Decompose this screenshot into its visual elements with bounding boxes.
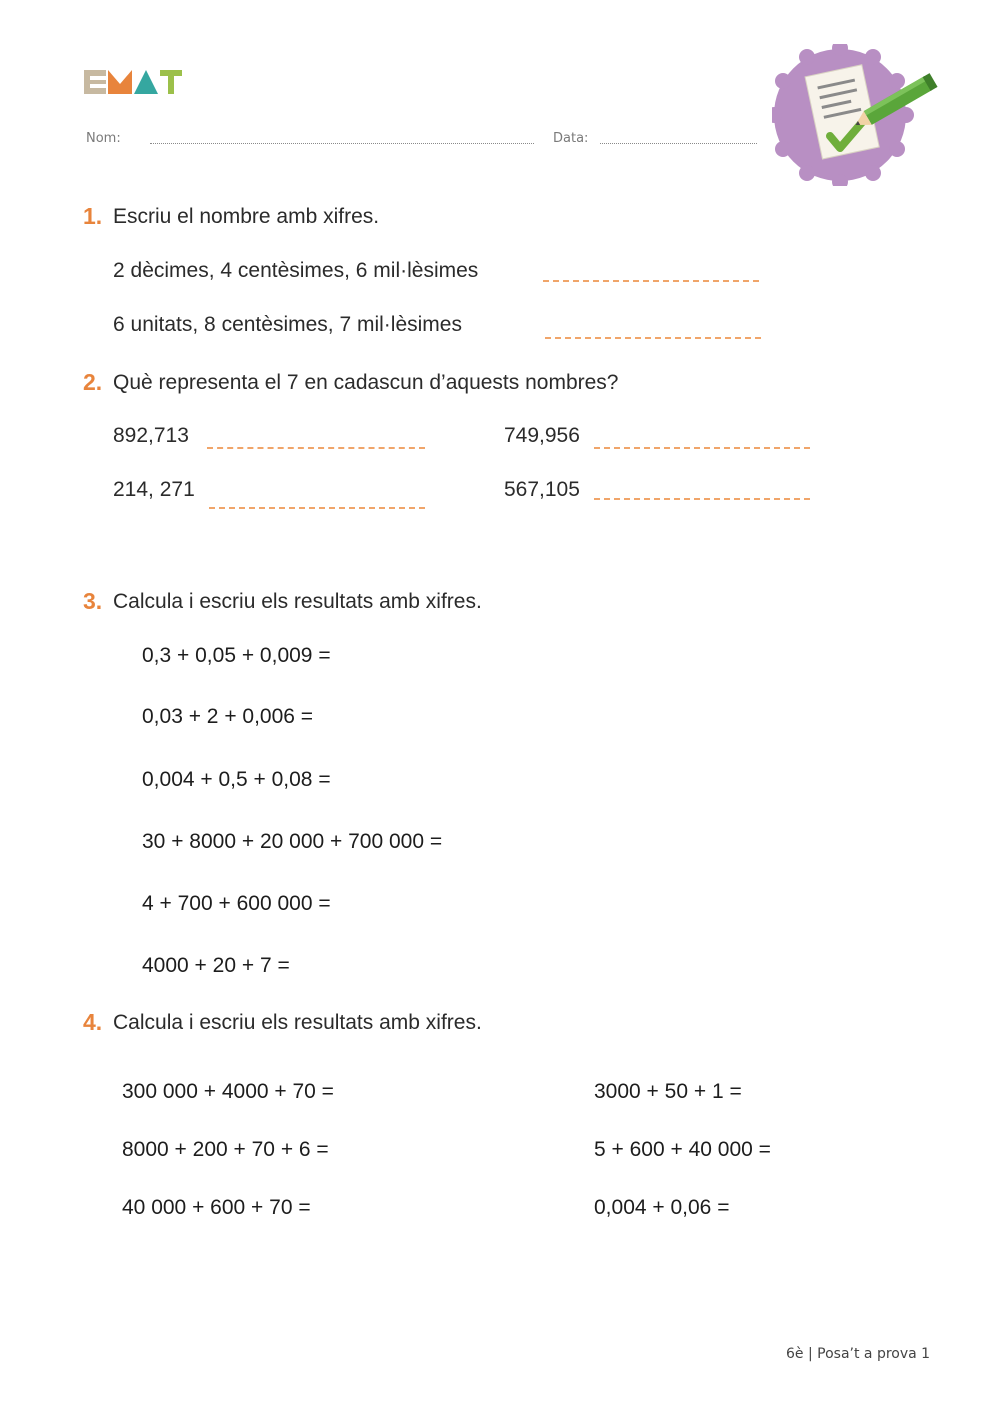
- q2-item-2: 749,956: [504, 424, 580, 447]
- q3-expression-3: 0,004 + 0,5 + 0,08 =: [142, 768, 331, 791]
- page-footer: 6è | Posa’t a prova 1: [786, 1346, 931, 1362]
- question-1-number: 1.: [83, 203, 103, 229]
- q3-expression-2: 0,03 + 2 + 0,006 =: [142, 705, 314, 728]
- q2-answer-line-2[interactable]: [594, 447, 810, 449]
- q4-left-expression-1: 300 000 + 4000 + 70 =: [122, 1080, 334, 1103]
- q4-right-expression-1: 3000 + 50 + 1 =: [594, 1080, 742, 1103]
- test-checklist-badge-icon: [772, 44, 948, 186]
- question-2-prompt: Què representa el 7 en cadascun d’aquests nombres?: [113, 371, 619, 394]
- q4-right-expression-3: 0,004 + 0,06 =: [594, 1196, 730, 1219]
- q1-answer-line-1[interactable]: [543, 280, 759, 282]
- date-label: Data:: [553, 131, 589, 146]
- q3-expression-1: 0,3 + 0,05 + 0,009 =: [142, 644, 331, 667]
- q4-left-expression-2: 8000 + 200 + 70 + 6 =: [122, 1138, 329, 1161]
- q2-answer-line-4[interactable]: [594, 498, 810, 500]
- q3-expression-4: 30 + 8000 + 20 000 + 700 000 =: [142, 830, 443, 853]
- q4-right-expression-2: 5 + 600 + 40 000 =: [594, 1138, 771, 1161]
- name-field[interactable]: [150, 143, 534, 144]
- q2-answer-line-3[interactable]: [209, 507, 425, 509]
- q2-item-4: 567,105: [504, 478, 580, 501]
- q2-item-3: 214, 271: [113, 478, 195, 501]
- question-3-number: 3.: [83, 588, 103, 614]
- q1-answer-line-2[interactable]: [545, 337, 761, 339]
- q2-answer-line-1[interactable]: [207, 447, 425, 449]
- q1-item-1: 2 dècimes, 4 centèsimes, 6 mil·lèsimes: [113, 259, 479, 282]
- question-4-prompt: Calcula i escriu els resultats amb xifres.: [113, 1011, 482, 1034]
- question-2-number: 2.: [83, 369, 103, 395]
- emat-logo: [84, 68, 184, 96]
- q3-expression-5: 4 + 700 + 600 000 =: [142, 892, 331, 915]
- q1-item-2: 6 unitats, 8 centèsimes, 7 mil·lèsimes: [113, 313, 462, 336]
- question-3-prompt: Calcula i escriu els resultats amb xifres.: [113, 590, 482, 613]
- q4-left-expression-3: 40 000 + 600 + 70 =: [122, 1196, 311, 1219]
- q2-item-1: 892,713: [113, 424, 189, 447]
- question-1-prompt: Escriu el nombre amb xifres.: [113, 205, 380, 228]
- name-label: Nom:: [86, 131, 121, 146]
- date-field[interactable]: [600, 143, 757, 144]
- q3-expression-6: 4000 + 20 + 7 =: [142, 954, 290, 977]
- question-4-number: 4.: [83, 1009, 103, 1035]
